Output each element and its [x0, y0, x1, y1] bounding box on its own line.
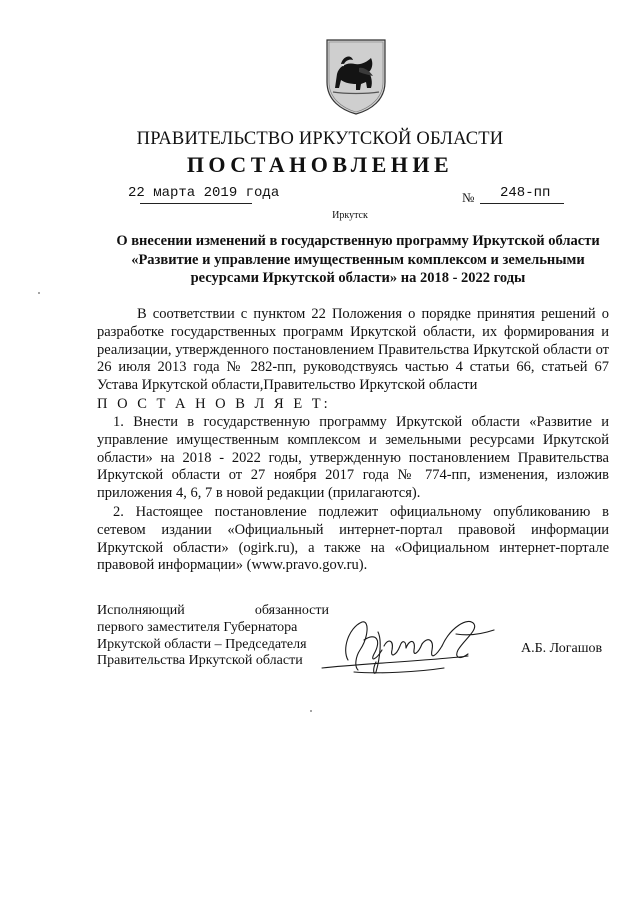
number-sign: №	[462, 190, 475, 205]
position-line-4: Правительства Иркутской области	[97, 653, 303, 669]
document-type: ПОСТАНОВЛЕНИЕ	[186, 152, 454, 177]
scan-speck	[310, 710, 312, 712]
clause-1: 1. Внести в государственную программу Иркутской области «Развитие и управление имущественным комплексом и земельными ресурсами Иркутской области» на 2018 - 2022 годы, утвержденную постановлением Правительства Иркутской области от 27 ноября 2017 года № 774-пп, изменения, изложив приложения 4, 6, 7 в новой редакции (прилагаются).	[97, 414, 609, 502]
irkutsk-coat-of-arms-icon	[323, 38, 389, 116]
intro-paragraph: В соответствии с пунктом 22 Положения о порядке принятия решений о разработке государственных программ Иркутской области, их формирования и реализации, утвержденного постановлением Правительства Иркутской области от 26 июля 2013 года № 282-пп, руководствуясь частью 4 статьи 66, статьей 67 Устава Иркутской области,Правительство Иркутской области	[97, 306, 609, 394]
document-heading: О внесении изменений в государственную программу Иркутской области «Развитие и управление имущественным комплексом и земельными ресурсами Иркутской области» на 2018 - 2022 годы	[116, 233, 600, 286]
clause-2: 2. Настоящее постановление подлежит официальному опубликованию в сетевом издании «Официальный интернет-портал правовой информации Иркутской области» (ogirk.ru), а также на «Официальном интернет-портале правовой информации» (www.pravo.gov.ru).	[97, 504, 609, 574]
position-line-1b: обязанности	[254, 603, 329, 618]
number-underline	[480, 203, 564, 204]
scan-speck	[38, 292, 40, 294]
position-line-1a: Исполняющий	[97, 603, 185, 618]
signatory-position	[97, 603, 329, 670]
date-underline	[140, 203, 252, 204]
government-title: ПРАВИТЕЛЬСТВО ИРКУТСКОЙ ОБЛАСТИ	[136, 129, 504, 149]
handwritten-signature-icon	[318, 610, 508, 682]
city-label: Иркутск	[332, 210, 368, 221]
signer-name: А.Б. Логашов	[521, 641, 603, 656]
document-number: 248-пп	[500, 185, 551, 201]
document-date: 22 марта 2019 года	[128, 185, 280, 201]
decree-word: П О С Т А Н О В Л Я Е Т:	[97, 396, 331, 412]
position-line-2: первого заместителя Губернатора	[97, 619, 298, 635]
position-line-3: Иркутской области – Председателя	[97, 636, 307, 652]
